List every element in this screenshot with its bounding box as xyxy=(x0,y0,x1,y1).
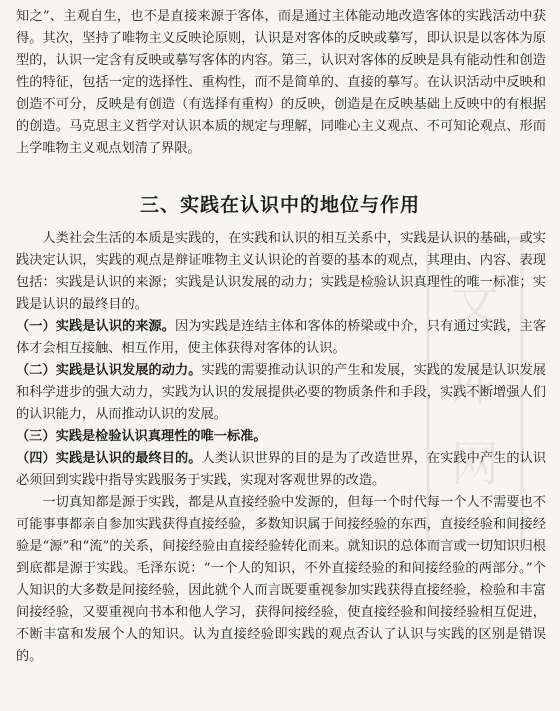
point-3-lead: 实践是检验认识真理性的唯一标准。 xyxy=(55,429,267,444)
point-2-text: 实践的需要推动认识的产生和发展，实践的发展是认识发展和科学进步的强大动力，实践为认识的发展提供必要的物质条件和手段，实践不断增强人们的认识能力，从而推动认识的发展。 xyxy=(16,363,547,422)
top-paragraph-block xyxy=(16,6,546,160)
point-4 xyxy=(16,448,546,492)
point-2-lead: 实践是认识发展的动力。 xyxy=(55,363,202,378)
svg-text:网: 网 xyxy=(450,436,500,492)
point-4-lead: 实践是认识的最终目的。 xyxy=(55,451,202,466)
point-2 xyxy=(16,360,546,426)
point-1-lead: 实践是认识的来源。 xyxy=(55,319,176,334)
point-3-number: （三） xyxy=(16,429,56,444)
point-2-number: （二） xyxy=(16,363,56,378)
point-4-text: 人类认识世界的目的是为了改造世界，在实践中产生的认识必须回到实践中指导实践服务于实践，实现对客观世界的改造。 xyxy=(16,451,547,488)
section-heading: 三、实践在认识中的地位与作用 xyxy=(139,194,420,216)
point-1 xyxy=(16,316,546,360)
point-1-text: 因为实践是连结主体和客体的桥梁或中介，只有通过实践，主客体才会相互接触、相互作用，使主体获得对客体的认识。 xyxy=(16,319,547,356)
point-1-number: （一） xyxy=(16,319,56,334)
point-4-number: （四） xyxy=(16,451,56,466)
closing-paragraph: 一切真知都是源于实践，都是从直接经验中发源的，但每一个时代每一个人不需要也不可能事事都亲自参加实践获得直接经验，多数知识属于间接经验的东西，直接经验和间接经验是“源”和“流”的关系，间接经验由直接经验转化而来。就知识的总体而言或一切知识归根到底都是源于实践。毛泽东说：“一个人的知识，不外直接经验的和间接经验的两部分。”个人知识的大多数是间接经验，因此就个人而言既要重视参加实践获得直接经验，检验和丰富间接经验，又要重视向书本和他人学习，获得间接经验，使直接经验和间接经验相互促进，不断丰富和发展个人的知识。认为直接经验即实践的观点否认了认识与实践的区别是错误的。 xyxy=(16,495,546,664)
point-3 xyxy=(16,426,546,448)
body-block xyxy=(16,228,546,668)
svg-text:文: 文 xyxy=(450,276,500,332)
intro-paragraph: 人类社会生活的本质是实践的，在实践和认识的相互关系中，实践是认识的基础，或实践决定认识，实践的观点是辩证唯物主义认识论的首要的基本的观点，其理由、内容、表现包括：实践是认识的来源；实践是认识发展的动力；实践是检验认识真理性的唯一标准；实践是认识的最终目的。 xyxy=(16,231,546,312)
svg-text:库: 库 xyxy=(450,356,500,412)
top-paragraph: 知之”、主观自生，也不是直接来源于客体，而是通过主体能动地改造客体的实践活动中获得。其次，坚持了唯物主义反映论原则，认识是对客体的反映或摹写，即认识是以客体为原型的，认识一定含有反映或摹写客体的内容。第三，认识对客体的反映是具有能动性和创造性的特征，包括一定的选择性、重构性，而不是简单的、直接的摹写。在认识活动中反映和创造不可分，反映是有创造（有选择有重构）的反映，创造是在反映基础上反映中的有根据的创造。马克思主义哲学对认识本质的规定与理解，同唯心主义观点、不可知论观点、形而上学唯物主义观点划清了界限。 xyxy=(16,9,546,156)
